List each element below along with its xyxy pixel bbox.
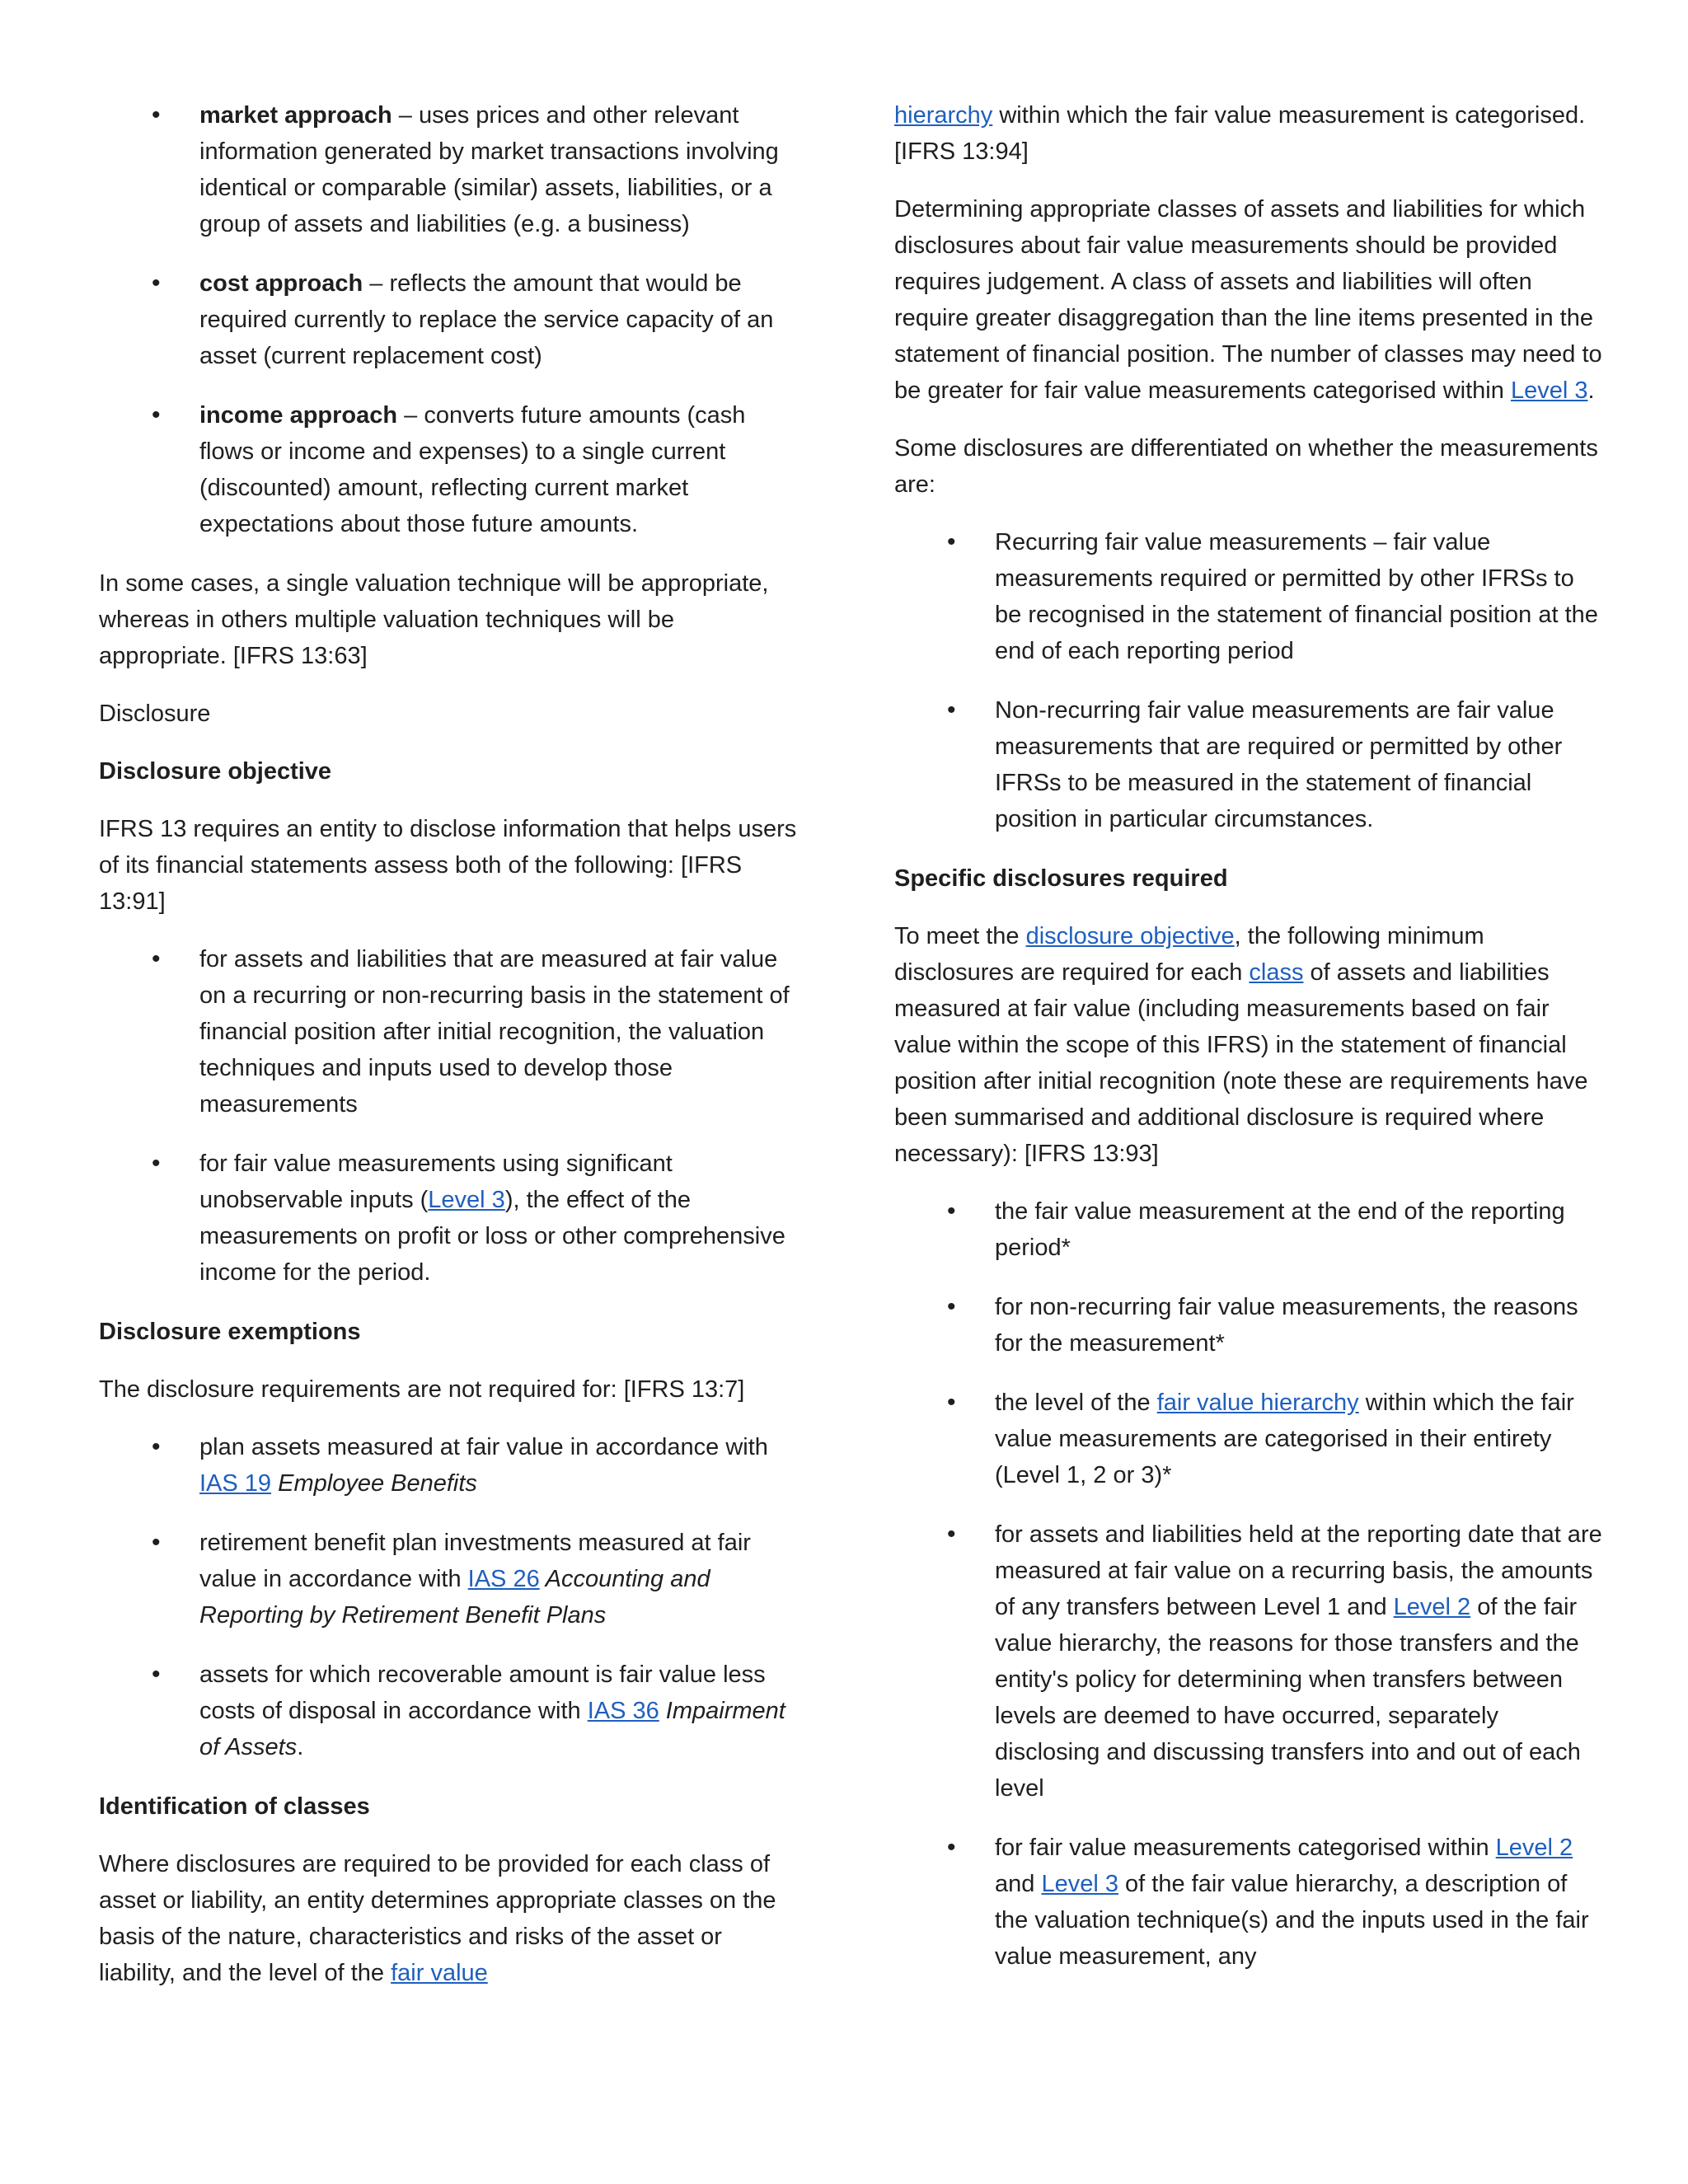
list-item [99,397,799,542]
text: plan assets measured at fair value in accordance with [199,1434,768,1460]
text: of the fair value hierarchy, the reasons for those transfers and the entity's policy for determining when transfers between levels are deemed to have occurred, separately disclosing and discussing transfers into and out of each level [995,1594,1581,1802]
text: To meet the [894,923,1026,949]
ias-36-link[interactable]: IAS 36 [587,1698,659,1724]
differentiated-paragraph: Some disclosures are differentiated on whether the measurements are: [894,435,1598,498]
disclosure-objective-heading: Disclosure objective [99,758,332,785]
continuation-paragraph [894,97,1603,170]
disclosure-objective-link[interactable]: disclosure objective [1025,923,1235,949]
text: . [297,1734,304,1760]
text: for assets and liabilities held at the reporting date that are measured at fair value on a recurring basis, the amounts of any transfers between Level 1 and [995,1521,1602,1620]
specific-disclosures-heading: Specific disclosures required [894,865,1228,892]
text: for fair value measurements categorised within [995,1835,1496,1861]
text: of assets and liabilities measured at fair value (including measurements based on fair value within the scope of this IFRS) in the statement of financial position after initial recognition (note these are requirements have been summarised and additional disclosure is required where necessary): [IFRS 13:93] [894,959,1588,1167]
level-3-link[interactable]: Level 3 [1041,1871,1118,1897]
standard-title: Impairment of Assets [199,1698,785,1760]
right-column [894,97,1603,1998]
hierarchy-link[interactable]: hierarchy [894,102,993,129]
list-item [99,97,799,242]
disclosure-heading: Disclosure [99,701,211,727]
level-2-link[interactable]: Level 2 [1495,1835,1573,1861]
text: assets for which recoverable amount is fair value less costs of disposal in accordance with [199,1661,766,1724]
approach-description: – uses prices and other relevant information generated by market transactions involving identical or comparable (similar) assets, liabilities, or a group of assets and liabilities (e.g. a business) [199,102,779,237]
measurement-types-list [894,524,1603,837]
judgement-paragraph [894,191,1603,409]
text: . [1587,377,1595,404]
level-2-link[interactable]: Level 2 [1393,1594,1471,1620]
standard-title: Employee Benefits [271,1470,477,1497]
meet-objective-paragraph [894,918,1603,1172]
text: within which the fair value measurement is categorised. [IFRS 13:94] [894,102,1586,165]
text: and [995,1871,1042,1897]
identification-of-classes-heading: Identification of classes [99,1793,370,1820]
list-item: • the fair value measurement at the end of the reporting period* [894,1193,1603,1266]
fair-value-hierarchy-link[interactable]: fair value hierarchy [1156,1390,1359,1416]
list-item [99,1429,799,1502]
approach-description: – reflects the amount that would be required currently to replace the service capacity of an asset (current replacement cost) [199,270,774,369]
valuation-approaches-list [99,97,799,542]
list-item: • for assets and liabilities that are measured at fair value on a recurring or non-recurring basis in the statement of financial position after initial recognition, the valuation techniques and inputs used to develop those measurements [99,941,799,1122]
text: , the following minimum disclosures are required for each [894,923,1484,986]
ias-26-link[interactable]: IAS 26 [467,1566,540,1592]
list-item: • for non-recurring fair value measurements, the reasons for the measurement* [894,1289,1603,1361]
ias-19-link[interactable]: IAS 19 [199,1470,272,1497]
classes-paragraph [99,1846,799,1991]
list-item [99,1657,799,1765]
required-disclosures-list [894,1193,1603,1975]
term-income-approach: income approach [199,402,398,429]
list-item [894,1516,1603,1807]
list-item [894,1830,1603,1975]
text: the level of the [995,1390,1157,1416]
list-item: • Non-recurring fair value measurements are fair value measurements that are required or permitted by other IFRSs to be measured in the statement of financial position in particular circumstances. [894,692,1603,837]
text: Where disclosures are required to be provided for each class of asset or liability, an entity determines appropriate classes on the basis of the nature, characteristics and risks of the asset or liability, and the level of the [99,1851,776,1986]
text: retirement benefit plan investments measured at fair value in accordance with [199,1530,751,1592]
term-market-approach: market approach [199,102,392,129]
fair-value-link[interactable]: fair value [391,1960,488,1986]
class-link[interactable]: class [1249,959,1304,986]
approach-description: – converts future amounts (cash flows or income and expenses) to a single current (discounted) amount, reflecting current market expectations about those future amounts. [199,402,746,537]
term-cost-approach: cost approach [199,270,363,297]
left-column [99,97,799,2013]
text: ), the effect of the measurements on profit or loss or other comprehensive income for the period. [199,1187,785,1286]
exemptions-list [99,1429,799,1765]
text: of the fair value hierarchy, a description of the valuation technique(s) and the inputs used in the fair value measurement, any [995,1871,1589,1970]
level-3-link[interactable]: Level 3 [1510,377,1588,404]
list-item [99,265,799,374]
disclosure-exemptions-paragraph: The disclosure requirements are not required for: [IFRS 13:7] [99,1376,745,1403]
list-item [894,1385,1603,1493]
text: Determining appropriate classes of assets and liabilities for which disclosures about fair value measurements should be provided requires judgement. A class of assets and liabilities will often require greater disaggregation than the line items presented in the statement of financial position. The number of classes may need to be greater for fair value measurements categorised within [894,196,1602,404]
disclosure-exemptions-heading: Disclosure exemptions [99,1319,361,1345]
text: for fair value measurements using significant unobservable inputs ( [199,1151,673,1213]
list-item [99,1146,799,1291]
disclosure-objective-paragraph: IFRS 13 requires an entity to disclose information that helps users of its financial statements assess both of the following: [IFRS 13:91] [99,816,797,915]
techniques-paragraph: In some cases, a single valuation technique will be appropriate, whereas in others multiple valuation techniques will be appropriate. [IFRS 13:63] [99,570,769,669]
standard-title: Accounting and Reporting by Retirement Benefit Plans [199,1566,710,1629]
objective-list [99,941,799,1291]
list-item: • Recurring fair value measurements – fair value measurements required or permitted by other IFRSs to be recognised in the statement of financial position at the end of each reporting period [894,524,1603,669]
level-3-link[interactable]: Level 3 [428,1187,505,1213]
list-item [99,1525,799,1633]
text: within which the fair value measurements are categorised in their entirety (Level 1, 2 or 3)* [995,1390,1574,1488]
